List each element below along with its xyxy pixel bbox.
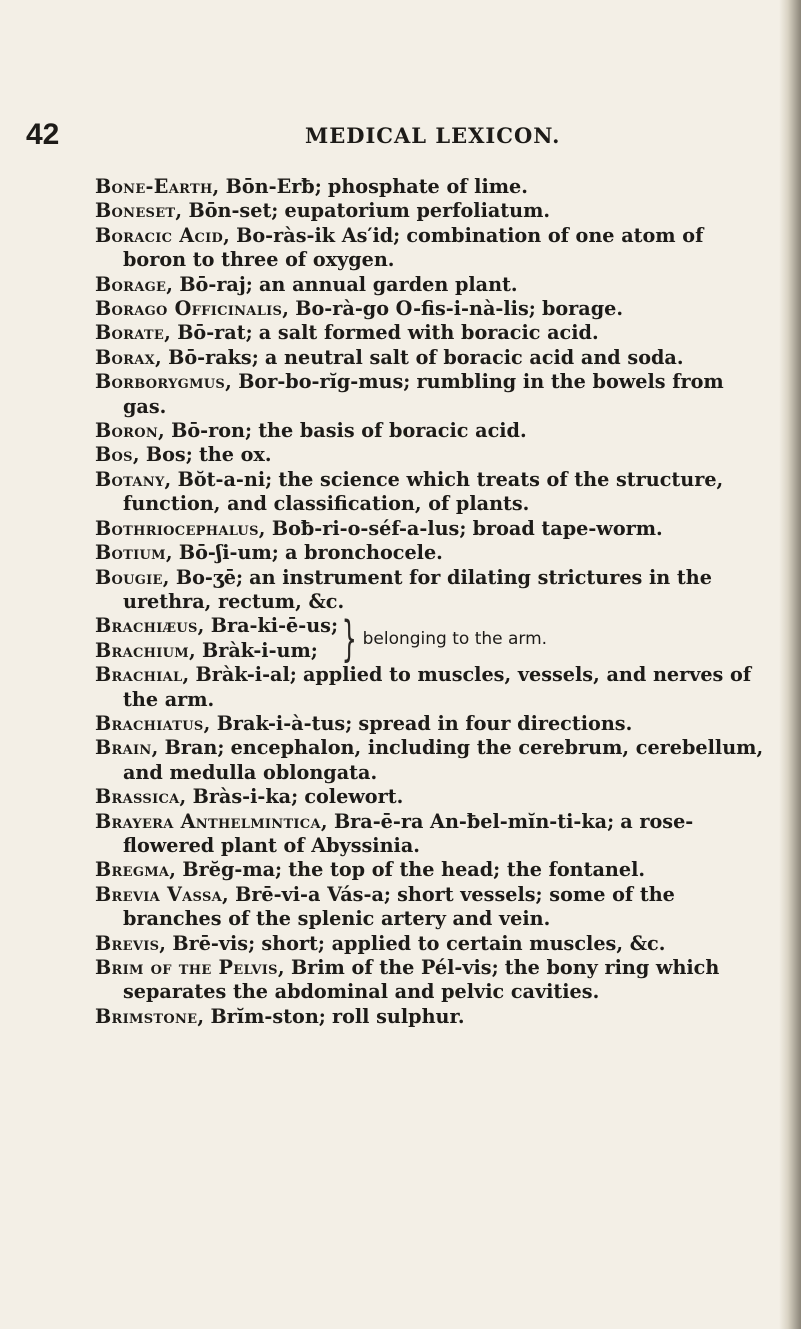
lexicon-entry xyxy=(95,712,767,736)
entry-pronunciation: Brim of the Pél-vis; xyxy=(290,956,499,979)
lexicon-entry xyxy=(95,419,767,443)
entry-pronunciation: Bos; xyxy=(145,443,193,467)
lexicon-entry xyxy=(95,639,338,663)
entry-pronunciation: Bō-raj; xyxy=(179,272,253,296)
lexicon-entry xyxy=(95,932,767,956)
entry-pronunciation: Bo-ràs-ik As′id; xyxy=(236,223,401,247)
entry-headword: Borage, xyxy=(95,272,174,296)
entry-headword: Brayera Anthelmintica, xyxy=(95,809,328,833)
lexicon-entry xyxy=(95,199,767,223)
entry-headword: Brassica, xyxy=(95,785,187,809)
shared-definition: belonging to the arm. xyxy=(362,628,548,649)
entry-definition: broad tape-worm. xyxy=(472,516,663,540)
entry-pronunciation: Bō-ʃi-um; xyxy=(178,541,279,565)
entry-definition: encephalon, including the cerebrum, cerebellum, and medulla oblongata. xyxy=(123,736,764,784)
entry-pronunciation: Bŏt-a-ni; xyxy=(177,467,273,491)
bracket-lines xyxy=(95,614,338,663)
entry-headword: Bos, xyxy=(95,443,140,467)
entry-definition: a neutral salt of boracic acid and soda. xyxy=(264,345,684,369)
entry-headword: Brachial, xyxy=(95,663,190,687)
entry-headword: Brevia Vassa, xyxy=(95,882,229,906)
entry-pronunciation: Bo-rà-go O-fis-i-nà-lis; xyxy=(295,297,536,321)
entry-pronunciation: Brē-vis; xyxy=(172,931,256,955)
entry-headword: Bregma, xyxy=(95,858,177,882)
entry-pronunciation: Brĭm-ston; xyxy=(210,1004,326,1028)
page-number: 42 xyxy=(26,118,60,151)
entry-pronunciation: Bōn-set; xyxy=(188,199,279,223)
lexicon-entry xyxy=(95,956,767,1005)
lexicon-entry xyxy=(95,614,338,638)
lexicon-entry xyxy=(95,370,767,419)
lexicon-entry xyxy=(95,321,767,345)
lexicon-entries xyxy=(95,175,767,1029)
entry-headword: Brimstone, xyxy=(95,1004,205,1028)
entry-headword: Borborygmus, xyxy=(95,370,233,394)
entry-pronunciation: Bō-rat; xyxy=(177,321,253,345)
entry-headword: Borate, xyxy=(95,321,172,345)
entry-pronunciation: Bōn-Erƀ; xyxy=(225,175,322,198)
entry-headword: Brain, xyxy=(95,736,159,760)
entry-definition: colewort. xyxy=(304,785,404,809)
entry-definition: short vessels; some of the branches of the splenic artery and vein. xyxy=(123,882,675,931)
entry-definition: a rose-flowered plant of Abyssinia. xyxy=(123,809,694,857)
entry-definition: combination of one atom of boron to three of oxygen. xyxy=(123,223,704,272)
lexicon-entry xyxy=(95,443,767,467)
lexicon-entry xyxy=(95,273,767,297)
entry-headword: Boracic Acid, xyxy=(95,223,231,247)
entry-pronunciation: Bràs-i-ka; xyxy=(192,785,299,809)
lexicon-entry xyxy=(95,810,767,859)
entry-definition: rumbling in the bowels from gas. xyxy=(123,370,724,418)
entry-headword: Brevis, xyxy=(95,931,167,955)
bracket-entry-group xyxy=(95,610,767,667)
lexicon-entry xyxy=(95,468,767,517)
entry-pronunciation: Brak-i-à-tus; xyxy=(216,711,353,735)
lexicon-entry xyxy=(95,541,767,565)
entry-definition: an instrument for dilating strictures in the urethra, rectum, &c. xyxy=(123,565,712,613)
lexicon-entry xyxy=(95,858,767,882)
entry-pronunciation: Brĕg-ma; xyxy=(182,858,283,882)
entry-pronunciation: Bor-bo-rĭg-mus; xyxy=(238,370,411,394)
entry-pronunciation: Bràk-i-al; xyxy=(195,663,297,687)
entry-definition: short; applied to certain muscles, &c. xyxy=(261,931,666,955)
entry-definition: a bronchocele. xyxy=(284,541,443,565)
lexicon-entry xyxy=(95,1005,767,1029)
entry-headword: Borago Officinalis, xyxy=(95,297,290,321)
entry-definition: the top of the head; the fontanel. xyxy=(288,858,646,882)
entry-headword: Boneset, xyxy=(95,199,183,223)
entry-headword: Bothriocephalus, xyxy=(95,516,266,540)
entry-pronunciation: Bō-ron; xyxy=(171,419,253,443)
entry-pronunciation: Bra-ē-ra An-ƀel-mĭn-ti-ka; xyxy=(333,809,615,833)
lexicon-entry xyxy=(95,883,767,932)
entry-definition: the science which treats of the structure, function, and classification, of plants. xyxy=(123,467,724,516)
entry-definition: phosphate of lime. xyxy=(327,175,528,198)
entry-definition: spread in four directions. xyxy=(358,711,633,735)
running-head: MEDICAL LEXICON. xyxy=(305,123,561,148)
entry-pronunciation: Boƀ-ri-o-séf-a-lus; xyxy=(271,516,467,540)
lexicon-entry xyxy=(95,224,767,273)
lexicon-entry xyxy=(95,346,767,370)
lexicon-entry xyxy=(95,785,767,809)
entry-definition: roll sulphur. xyxy=(331,1004,465,1028)
entry-definition: the bony ring which separates the abdominal and pelvic cavities. xyxy=(123,956,720,1004)
curly-brace: } xyxy=(341,610,357,667)
entry-definition: eupatorium perfoliatum. xyxy=(284,199,551,223)
entry-definition: borage. xyxy=(541,297,624,321)
lexicon-entry xyxy=(95,517,767,541)
entry-pronunciation: Bō-raks; xyxy=(168,345,259,369)
entry-headword: Botium, xyxy=(95,541,173,565)
lexicon-entry xyxy=(95,566,767,615)
entry-headword: Borax, xyxy=(95,345,162,369)
entry-definition: applied to muscles, vessels, and nerves of the arm. xyxy=(123,663,752,711)
lexicon-entry xyxy=(95,175,767,199)
entry-pronunciation: Bran; xyxy=(164,736,225,760)
entry-definition: a salt formed with boracic acid. xyxy=(258,321,599,345)
entry-definition: the ox. xyxy=(198,443,272,467)
lexicon-entry xyxy=(95,736,767,785)
entry-headword: Bougie, xyxy=(95,565,170,589)
entry-headword: Botany, xyxy=(95,467,172,491)
page-header xyxy=(0,120,801,160)
entry-pronunciation: Bo-ʒē; xyxy=(175,565,244,589)
page-edge-shadow xyxy=(779,0,801,1329)
entry-headword: Brachiæus, xyxy=(95,614,205,638)
entry-headword: Brachium, xyxy=(95,638,196,662)
entry-headword: Brim of the Pelvis, xyxy=(95,956,285,979)
lexicon-entry xyxy=(95,297,767,321)
entry-pronunciation: Brē-vi-a Vás-a; xyxy=(235,882,391,906)
entry-headword: Bone-Earth, xyxy=(95,175,220,198)
lexicon-entry xyxy=(95,663,767,712)
entry-pronunciation: Bràk-i-um; xyxy=(202,638,318,662)
entry-definition: the basis of boracic acid. xyxy=(258,419,527,443)
entry-pronunciation: Bra-ki-ē-us; xyxy=(210,614,339,638)
entry-headword: Brachiatus, xyxy=(95,711,211,735)
entry-definition: an annual garden plant. xyxy=(259,272,518,296)
entry-headword: Boron, xyxy=(95,419,166,443)
